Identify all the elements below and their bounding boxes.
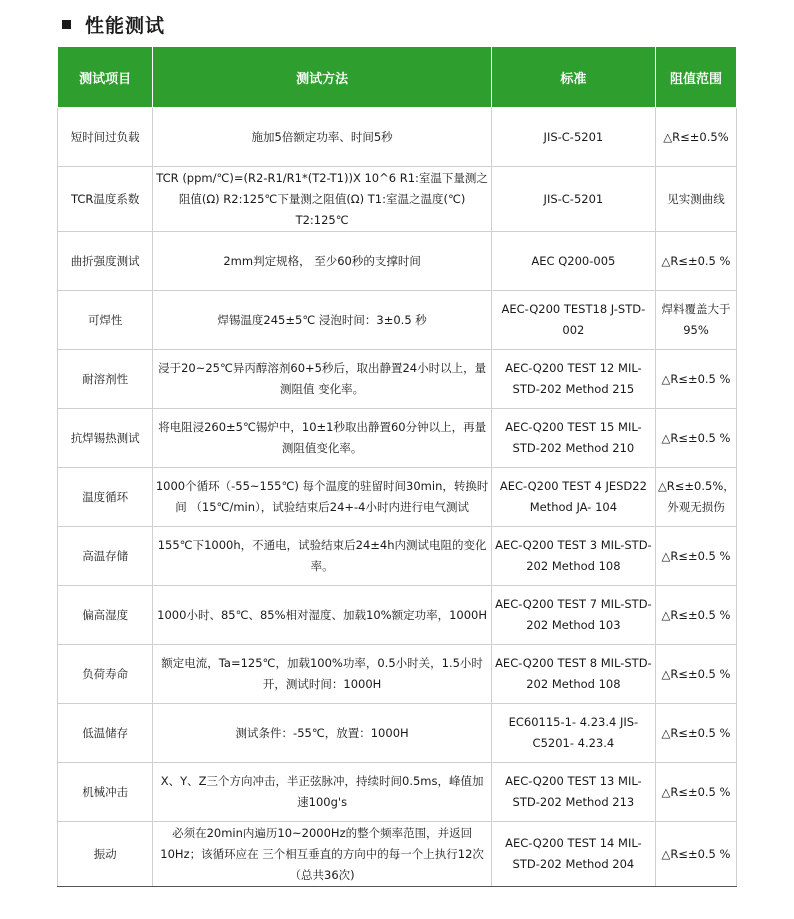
table-row: [58, 108, 737, 167]
table-row: [58, 822, 737, 887]
section-heading: [62, 10, 165, 38]
test-item-cell: 抗焊锡热测试: [58, 409, 153, 468]
table-row: [58, 527, 737, 586]
test-method-cell: 1000个循环（-55~155℃) 每个温度的驻留时间30min，转换时间 （15℃/min），试验结束后24+-4小时内进行电气测试: [153, 468, 491, 527]
range-cell: △R≤±0.5 %: [655, 586, 736, 645]
range-cell: △R≤±0.5%: [655, 108, 736, 167]
standard-cell: AEC-Q200 TEST 14 MIL-STD-202 Method 204: [491, 822, 655, 887]
standard-cell: AEC-Q200 TEST 7 MIL-STD-202 Method 103: [491, 586, 655, 645]
test-item-cell: 低温储存: [58, 704, 153, 763]
test-item-cell: 偏高湿度: [58, 586, 153, 645]
table-row: [58, 468, 737, 527]
range-cell: △R≤±0.5 %: [655, 704, 736, 763]
test-item-cell: 负荷寿命: [58, 645, 153, 704]
test-item-cell: 曲折强度测试: [58, 232, 153, 291]
table-row: [58, 586, 737, 645]
range-cell: 焊料覆盖大于95%: [655, 291, 736, 350]
column-header-standard: 标准: [491, 47, 655, 108]
table-row: [58, 763, 737, 822]
test-method-cell: X、Y、Z三个方向冲击，半正弦脉冲，持续时间0.5ms，峰值加速100g's: [153, 763, 491, 822]
section-title: 性能测试: [85, 14, 166, 37]
test-method-cell: 1000小时、85℃、85%相对湿度、加载10%额定功率，1000H: [153, 586, 491, 645]
range-cell: △R≤±0.5 %: [655, 822, 736, 887]
table-row: [58, 409, 737, 468]
standard-cell: AEC-Q200 TEST18 J-STD-002: [491, 291, 655, 350]
test-item-cell: 温度循环: [58, 468, 153, 527]
test-item-cell: 振动: [58, 822, 153, 887]
standard-cell: AEC-Q200 TEST 12 MIL-STD-202 Method 215: [491, 350, 655, 409]
test-item-cell: 高温存储: [58, 527, 153, 586]
range-cell: 见实测曲线: [655, 167, 736, 232]
test-item-cell: 可焊性: [58, 291, 153, 350]
test-item-cell: 短时间过负载: [58, 108, 153, 167]
test-item-cell: 耐溶剂性: [58, 350, 153, 409]
test-method-cell: 将电阻浸260±5℃锡炉中，10±1秒取出静置60分钟以上，再量测阻值变化率。: [153, 409, 491, 468]
standard-cell: AEC Q200-005: [491, 232, 655, 291]
column-header-item: 测试项目: [58, 47, 153, 108]
range-cell: △R≤±0.5 %: [655, 645, 736, 704]
square-bullet-icon: [62, 20, 71, 29]
table-row: [58, 232, 737, 291]
standard-cell: AEC-Q200 TEST 13 MIL-STD-202 Method 213: [491, 763, 655, 822]
table-row: [58, 167, 737, 232]
table-row: [58, 350, 737, 409]
test-method-cell: 额定电流，Ta=125℃，加载100%功率，0.5小时关，1.5小时开，测试时间：1000H: [153, 645, 491, 704]
standard-cell: JIS-C-5201: [491, 167, 655, 232]
table-row: [58, 291, 737, 350]
table-row: [58, 704, 737, 763]
range-cell: △R≤±0.5 %: [655, 232, 736, 291]
column-header-method: 测试方法: [153, 47, 491, 108]
standard-cell: AEC-Q200 TEST 3 MIL-STD-202 Method 108: [491, 527, 655, 586]
test-method-cell: 2mm判定规格， 至少60秒的支撑时间: [153, 232, 491, 291]
test-method-cell: 必须在20min内遍历10~2000Hz的整个频率范围，并返回10Hz；该循环应在 三个相互垂直的方向中的每一个上执行12次（总共36次): [153, 822, 491, 887]
test-method-cell: TCR (ppm/℃)=(R2-R1/R1*(T2-T1))X 10^6 R1:室温下量测之阻值(Ω) R2:125℃下量测之阻值(Ω) T1:室温之温度(℃) T2:125℃: [153, 167, 491, 232]
test-item-cell: TCR温度系数: [58, 167, 153, 232]
range-cell: △R≤±0.5 %: [655, 350, 736, 409]
standard-cell: AEC-Q200 TEST 4 JESD22 Method JA- 104: [491, 468, 655, 527]
range-cell: △R≤±0.5 %: [655, 409, 736, 468]
test-method-cell: 浸于20~25℃异丙醇溶剂60+5秒后，取出静置24小时以上，量测阻值 变化率。: [153, 350, 491, 409]
test-method-cell: 155℃下1000h，不通电，试验结束后24±4h内测试电阻的变化率。: [153, 527, 491, 586]
standard-cell: AEC-Q200 TEST 8 MIL-STD-202 Method 108: [491, 645, 655, 704]
column-header-range: 阻值范围: [655, 47, 736, 108]
range-cell: △R≤±0.5 %: [655, 763, 736, 822]
table-header-row: [58, 47, 737, 108]
standard-cell: EC60115-1- 4.23.4 JIS-C5201- 4.23.4: [491, 704, 655, 763]
table-row: [58, 645, 737, 704]
performance-test-table: [57, 46, 737, 887]
standard-cell: JIS-C-5201: [491, 108, 655, 167]
test-method-cell: 测试条件：-55℃，放置：1000H: [153, 704, 491, 763]
range-cell: △R≤±0.5%，外观无损伤: [655, 468, 736, 527]
test-item-cell: 机械冲击: [58, 763, 153, 822]
test-method-cell: 焊锡温度245±5℃ 浸泡时间：3±0.5 秒: [153, 291, 491, 350]
standard-cell: AEC-Q200 TEST 15 MIL-STD-202 Method 210: [491, 409, 655, 468]
range-cell: △R≤±0.5 %: [655, 527, 736, 586]
test-method-cell: 施加5倍额定功率、时间5秒: [153, 108, 491, 167]
